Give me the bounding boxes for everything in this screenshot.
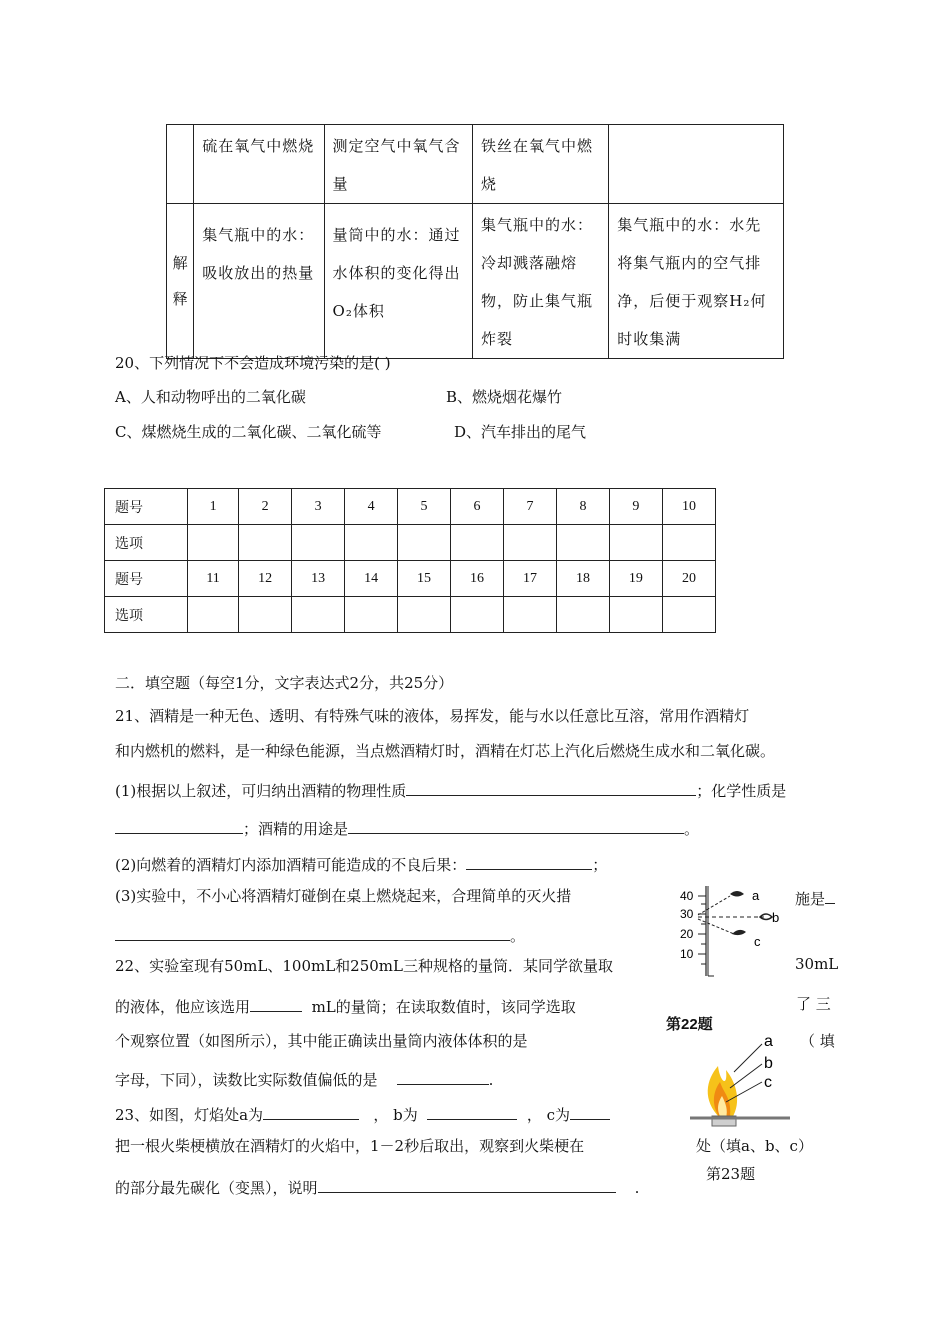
number-cell: 19 bbox=[609, 561, 662, 597]
number-cell: 3 bbox=[292, 489, 345, 525]
header-cell: 题号 bbox=[105, 561, 188, 597]
cylinder-figure bbox=[668, 882, 788, 982]
answer-cell[interactable] bbox=[345, 597, 398, 633]
text: (1)根据以上叙述，可归纳出酒精的物理性质 bbox=[115, 782, 407, 800]
blank[interactable] bbox=[406, 777, 696, 796]
blank[interactable] bbox=[115, 922, 510, 941]
position-label: a bbox=[752, 888, 760, 903]
text: 施是 bbox=[795, 890, 826, 908]
answer-cell[interactable] bbox=[451, 525, 504, 561]
text: ；酒精的用途是 bbox=[243, 820, 349, 838]
header-cell: 选项 bbox=[105, 597, 188, 633]
answer-cell[interactable] bbox=[398, 597, 451, 633]
q21-part1 bbox=[115, 777, 786, 801]
q22-line4 bbox=[115, 1066, 493, 1090]
text: ； bbox=[592, 856, 608, 874]
blank[interactable] bbox=[570, 1101, 610, 1120]
figure-caption-23: 第23题 bbox=[706, 1165, 756, 1183]
answer-cell[interactable] bbox=[398, 525, 451, 561]
number-cell: 10 bbox=[662, 489, 715, 525]
number-cell: 20 bbox=[662, 561, 715, 597]
number-cell: 17 bbox=[504, 561, 557, 597]
text: (2)向燃着的酒精灯内添加酒精可能造成的不良后果： bbox=[115, 856, 467, 874]
answer-cell[interactable] bbox=[662, 525, 715, 561]
answer-cell[interactable] bbox=[239, 525, 292, 561]
text: ， b为 bbox=[373, 1106, 418, 1124]
q22-line2 bbox=[115, 993, 576, 1017]
text: 23、如图，灯焰处a为 bbox=[115, 1106, 264, 1124]
text: 字母，下同），读数比实际数值偏低的是 bbox=[115, 1071, 378, 1089]
q22-line2-c: 了 三 bbox=[796, 995, 831, 1013]
table-cell bbox=[609, 125, 784, 204]
question-20-stem: 20、下列情况下不会造成环境污染的是( ) bbox=[115, 354, 391, 372]
blank[interactable] bbox=[318, 1174, 616, 1193]
table-cell: 集气瓶中的水：吸收放出的热量 bbox=[194, 204, 324, 359]
text: mL的量筒；在读取数值时，该同学选取 bbox=[311, 998, 576, 1016]
tick-label: 40 bbox=[680, 889, 694, 903]
q21-line1: 21、酒精是一种无色、透明、有特殊气味的液体，易挥发，能与水以任意比互溶，常用作酒精灯 bbox=[115, 707, 750, 725]
number-cell: 1 bbox=[188, 489, 239, 525]
table-cell: 量筒中的水：通过水体积的变化得出O₂体积 bbox=[324, 204, 472, 359]
text: ；化学性质是 bbox=[696, 782, 787, 800]
q21-part1-cont bbox=[115, 815, 699, 839]
text: 。 bbox=[510, 927, 526, 945]
number-cell: 11 bbox=[188, 561, 239, 597]
answer-cell[interactable] bbox=[188, 597, 239, 633]
blank[interactable] bbox=[825, 885, 835, 904]
answer-cell[interactable] bbox=[609, 597, 662, 633]
blank[interactable] bbox=[263, 1101, 359, 1120]
text: 的液体，他应该选用 bbox=[115, 998, 251, 1016]
number-cell: 2 bbox=[239, 489, 292, 525]
header-cell: 题号 bbox=[105, 489, 188, 525]
answer-cell[interactable] bbox=[188, 525, 239, 561]
q22-line1-b: 30mL bbox=[795, 955, 839, 973]
number-cell: 8 bbox=[556, 489, 609, 525]
header-cell: 选项 bbox=[105, 525, 188, 561]
q23-line2: 把一根火柴梗横放在酒精灯的火焰中，1－2秒后取出，观察到火柴梗在 bbox=[115, 1137, 585, 1155]
blank[interactable] bbox=[115, 815, 243, 834]
blank[interactable] bbox=[348, 815, 684, 834]
q22-line3-b: （ 填 bbox=[800, 1032, 835, 1050]
blank[interactable] bbox=[250, 993, 302, 1012]
eye-icon bbox=[730, 891, 772, 935]
answer-cell[interactable] bbox=[292, 597, 345, 633]
flame-label: a bbox=[764, 1033, 773, 1050]
number-cell: 6 bbox=[451, 489, 504, 525]
answer-cell[interactable] bbox=[662, 597, 715, 633]
blank[interactable] bbox=[466, 851, 592, 870]
answer-cell[interactable] bbox=[451, 597, 504, 633]
number-cell: 12 bbox=[239, 561, 292, 597]
flame-label: c bbox=[764, 1074, 772, 1091]
q23-line1 bbox=[115, 1101, 610, 1125]
q21-part2 bbox=[115, 851, 607, 875]
option-b: B、燃烧烟花爆竹 bbox=[446, 388, 563, 406]
tick-label: 10 bbox=[680, 947, 694, 961]
number-cell: 13 bbox=[292, 561, 345, 597]
answer-cell[interactable] bbox=[504, 525, 557, 561]
table-cell: 铁丝在氧气中燃烧 bbox=[472, 125, 608, 204]
option-c: C、煤燃烧生成的二氧化碳、二氧化硫等 bbox=[115, 423, 382, 441]
answer-cell[interactable] bbox=[609, 525, 662, 561]
answer-cell[interactable] bbox=[556, 525, 609, 561]
option-d: D、汽车排出的尾气 bbox=[454, 423, 587, 441]
table-cell: 硫在氧气中燃烧 bbox=[194, 125, 324, 204]
position-label: b bbox=[772, 910, 780, 925]
blank[interactable] bbox=[427, 1101, 517, 1120]
flame-figure bbox=[690, 1030, 790, 1130]
answer-cell[interactable] bbox=[504, 597, 557, 633]
number-cell: 18 bbox=[556, 561, 609, 597]
number-cell: 7 bbox=[504, 489, 557, 525]
text: . bbox=[634, 1179, 640, 1197]
text: 的部分最先碳化（变黑），说明 bbox=[115, 1179, 318, 1197]
tick-label: 20 bbox=[680, 927, 694, 941]
figure-caption-22: 第22题 bbox=[666, 1016, 713, 1033]
position-label: c bbox=[754, 934, 761, 949]
number-cell: 15 bbox=[398, 561, 451, 597]
text: 。 bbox=[684, 820, 700, 838]
answer-table bbox=[104, 488, 716, 633]
q23-line3 bbox=[115, 1174, 639, 1198]
table-cell: 集气瓶中的水：冷却溅落融熔物，防止集气瓶炸裂 bbox=[472, 204, 608, 359]
experiment-table bbox=[166, 124, 784, 359]
q21-part3-cont bbox=[115, 922, 525, 946]
table-cell: 测定空气中氧气含量 bbox=[324, 125, 472, 204]
q23-line2-b: 处（填a、b、c） bbox=[696, 1137, 813, 1155]
answer-cell[interactable] bbox=[292, 525, 345, 561]
blank[interactable] bbox=[397, 1066, 489, 1085]
answer-cell[interactable] bbox=[345, 525, 398, 561]
option-a: A、人和动物呼出的二氧化碳 bbox=[115, 388, 306, 406]
table-cell bbox=[167, 125, 194, 204]
row-label: 解释 bbox=[167, 204, 194, 359]
section-title: 二．填空题（每空1分，文字表达式2分，共25分） bbox=[115, 674, 454, 692]
q22-line3: 个观察位置（如图所示），其中能正确读出量筒内液体体积的是 bbox=[115, 1032, 528, 1050]
tick-label: 30 bbox=[680, 907, 694, 921]
answer-cell[interactable] bbox=[556, 597, 609, 633]
q21-part3-b bbox=[795, 885, 835, 909]
text: . bbox=[488, 1071, 494, 1089]
q22-line1: 22、实验室现有50mL、100mL和250mL三种规格的量筒．某同学欲量取 bbox=[115, 957, 613, 975]
table-cell: 集气瓶中的水：水先将集气瓶内的空气排净，后便于观察H₂何时收集满 bbox=[609, 204, 784, 359]
number-cell: 9 bbox=[609, 489, 662, 525]
number-cell: 4 bbox=[345, 489, 398, 525]
number-cell: 14 bbox=[345, 561, 398, 597]
q21-part3: (3)实验中，不小心将酒精灯碰倒在桌上燃烧起来，合理简单的灭火措 bbox=[115, 887, 572, 905]
q21-line2: 和内燃机的燃料，是一种绿色能源，当点燃酒精灯时，酒精在灯芯上汽化后燃烧生成水和二氧化碳。 bbox=[115, 742, 776, 760]
text: ， c为 bbox=[526, 1106, 570, 1124]
answer-cell[interactable] bbox=[239, 597, 292, 633]
number-cell: 5 bbox=[398, 489, 451, 525]
flame-label: b bbox=[764, 1055, 773, 1072]
number-cell: 16 bbox=[451, 561, 504, 597]
